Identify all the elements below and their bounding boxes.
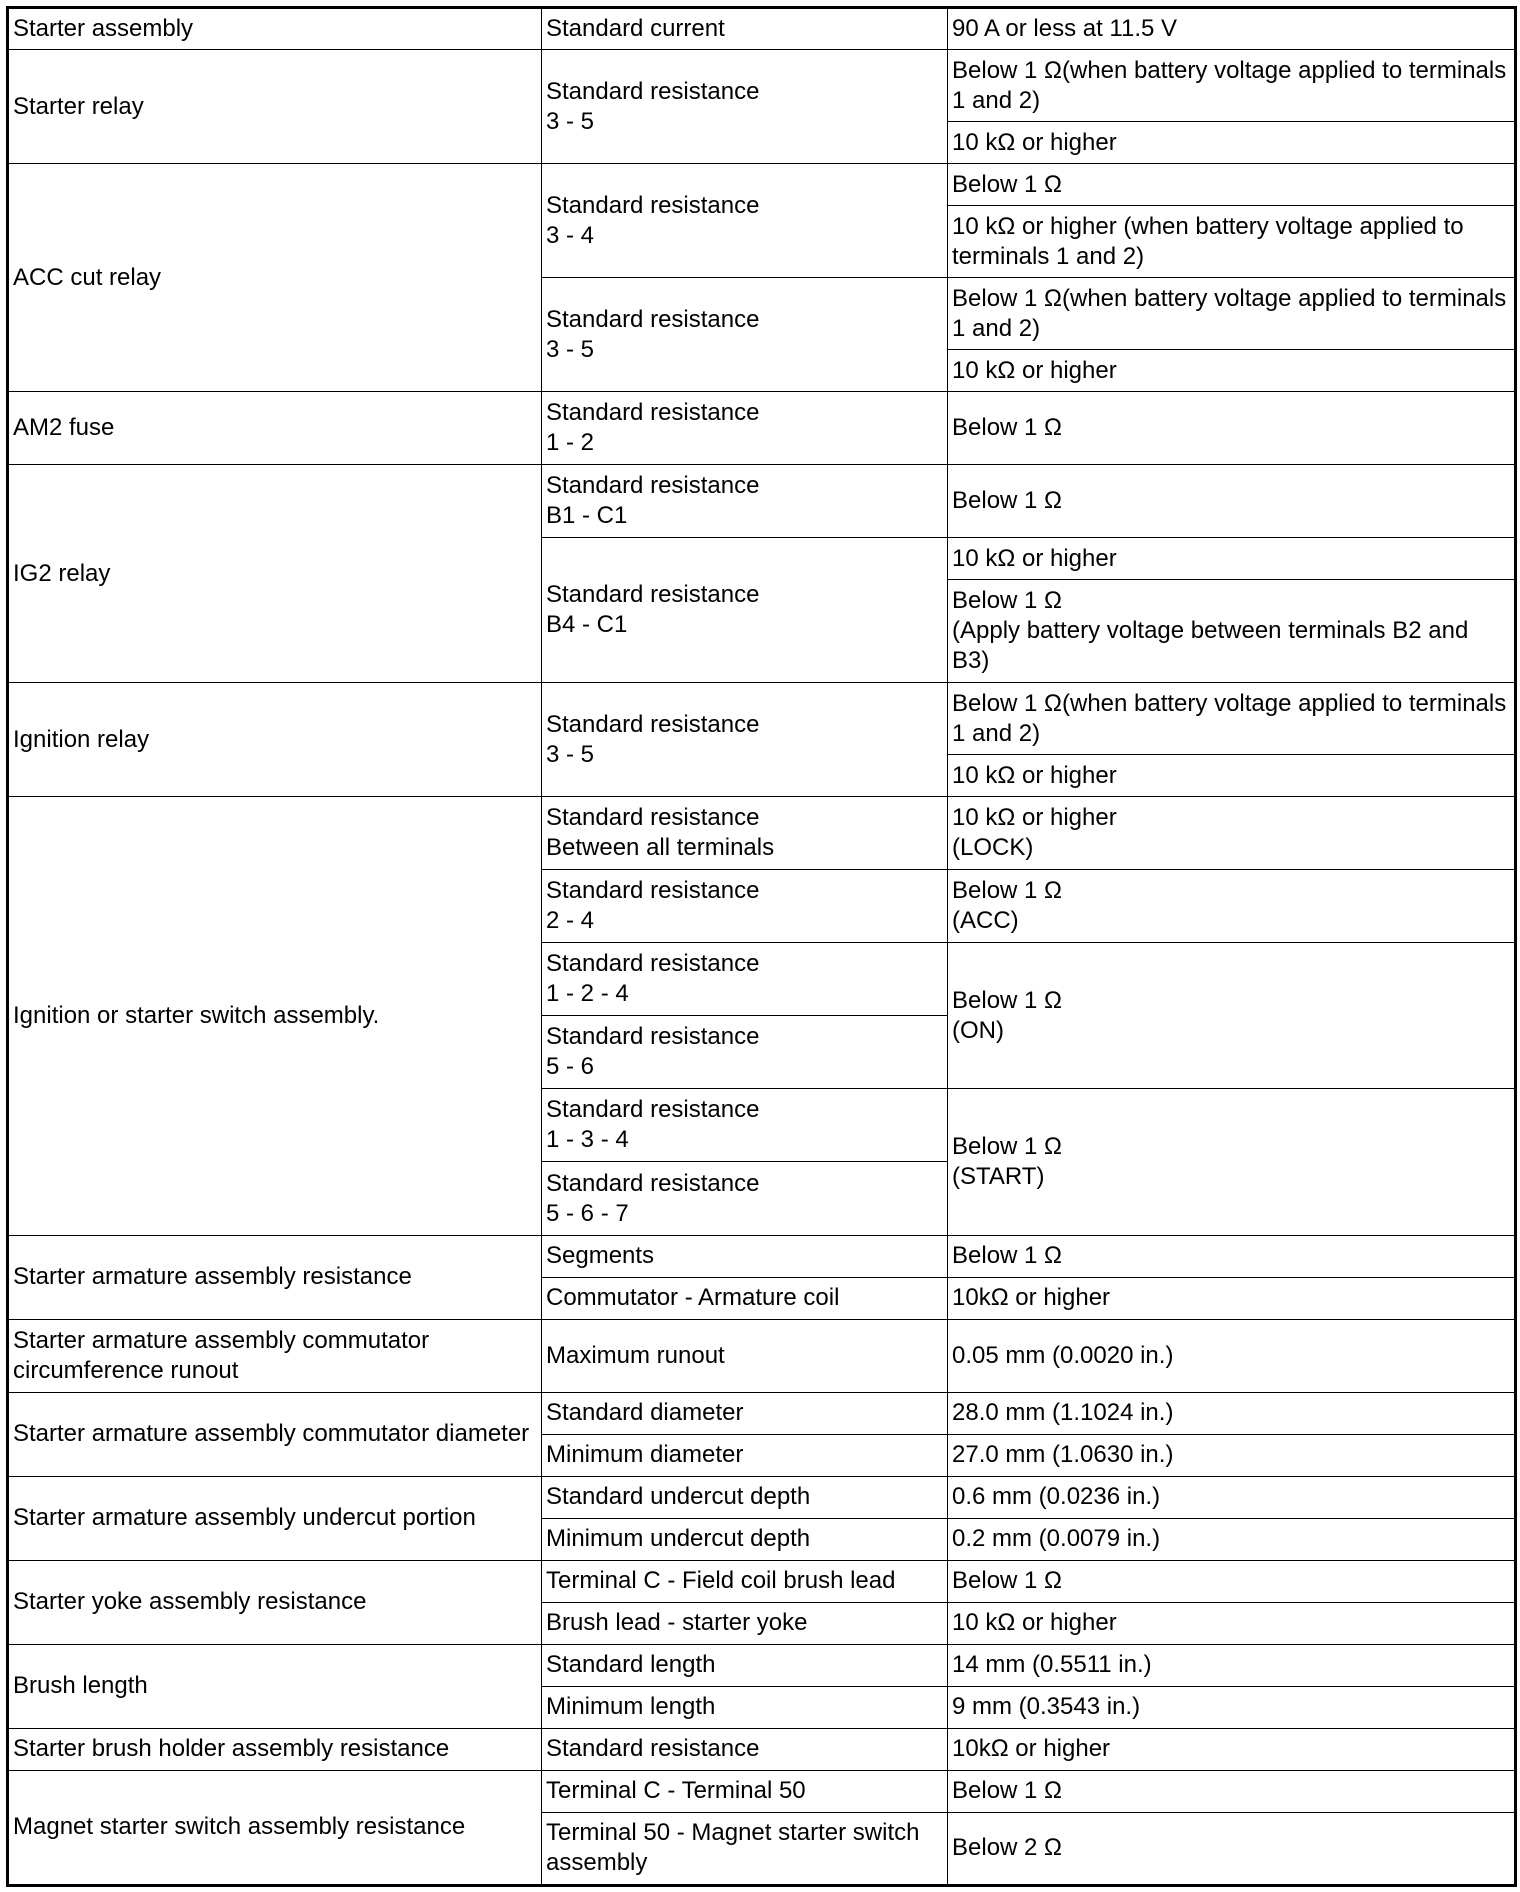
specification-cell: 0.6 mm (0.0236 in.) <box>948 1476 1516 1518</box>
component-cell: Ignition or starter switch assembly. <box>8 797 542 1235</box>
condition-cell: Standard resistance 3 - 5 <box>542 50 948 164</box>
specification-cell: Below 1 Ω <box>948 465 1516 538</box>
specification-cell: 0.05 mm (0.0020 in.) <box>948 1319 1516 1392</box>
condition-cell: Standard resistance <box>542 1728 948 1770</box>
condition-cell: Standard diameter <box>542 1392 948 1434</box>
specification-cell: Below 1 Ω <box>948 164 1516 206</box>
specification-cell: 28.0 mm (1.1024 in.) <box>948 1392 1516 1434</box>
specification-cell: Below 2 Ω <box>948 1812 1516 1885</box>
condition-cell: Commutator - Armature coil <box>542 1277 948 1319</box>
table-row <box>8 683 1516 755</box>
table-row <box>8 1476 1516 1518</box>
table-row <box>8 50 1516 122</box>
component-cell: Ignition relay <box>8 683 542 797</box>
component-cell: Magnet starter switch assembly resistance <box>8 1770 542 1885</box>
condition-cell: Standard resistance B4 - C1 <box>542 538 948 683</box>
specification-cell: 10kΩ or higher <box>948 1277 1516 1319</box>
condition-cell: Terminal C - Field coil brush lead <box>542 1560 948 1602</box>
specification-cell: Below 1 Ω(when battery voltage applied to terminals 1 and 2) <box>948 278 1516 350</box>
table-row <box>8 1560 1516 1602</box>
specification-cell: 10 kΩ or higher <box>948 755 1516 797</box>
component-cell: Starter armature assembly commutator diameter <box>8 1392 542 1476</box>
component-cell: Starter armature assembly undercut portion <box>8 1476 542 1560</box>
table-row <box>8 1235 1516 1277</box>
table-row <box>8 465 1516 538</box>
condition-cell: Standard resistance 1 - 2 <box>542 392 948 465</box>
component-cell: Starter brush holder assembly resistance <box>8 1728 542 1770</box>
component-cell: IG2 relay <box>8 465 542 683</box>
specification-cell: 10 kΩ or higher (when battery voltage applied to terminals 1 and 2) <box>948 206 1516 278</box>
specification-cell: 90 A or less at 11.5 V <box>948 8 1516 50</box>
specification-cell: 10kΩ or higher <box>948 1728 1516 1770</box>
component-cell: Starter yoke assembly resistance <box>8 1560 542 1644</box>
specification-cell: 10 kΩ or higher <box>948 122 1516 164</box>
condition-cell: Minimum length <box>542 1686 948 1728</box>
condition-cell: Standard length <box>542 1644 948 1686</box>
condition-cell: Terminal C - Terminal 50 <box>542 1770 948 1812</box>
condition-cell: Minimum diameter <box>542 1434 948 1476</box>
specification-cell: Below 1 Ω (Apply battery voltage between terminals B2 and B3) <box>948 580 1516 683</box>
specification-cell: 27.0 mm (1.0630 in.) <box>948 1434 1516 1476</box>
specification-cell: 10 kΩ or higher (LOCK) <box>948 797 1516 870</box>
component-cell: Starter relay <box>8 50 542 164</box>
condition-cell: Standard resistance 5 - 6 - 7 <box>542 1162 948 1235</box>
condition-cell: Standard resistance 2 - 4 <box>542 870 948 943</box>
table-row <box>8 392 1516 465</box>
specification-cell: Below 1 Ω <box>948 1560 1516 1602</box>
component-cell: AM2 fuse <box>8 392 542 465</box>
condition-cell: Standard resistance 5 - 6 <box>542 1016 948 1089</box>
table-row <box>8 797 1516 870</box>
specification-cell: Below 1 Ω (START) <box>948 1089 1516 1235</box>
condition-cell: Terminal 50 - Magnet starter switch assembly <box>542 1812 948 1885</box>
table-row <box>8 164 1516 206</box>
specification-cell: 10 kΩ or higher <box>948 538 1516 580</box>
table-row <box>8 1644 1516 1686</box>
table-row <box>8 1728 1516 1770</box>
specification-table <box>6 6 1517 1887</box>
condition-cell: Standard resistance B1 - C1 <box>542 465 948 538</box>
condition-cell: Segments <box>542 1235 948 1277</box>
specification-cell: 0.2 mm (0.0079 in.) <box>948 1518 1516 1560</box>
specification-cell: Below 1 Ω <box>948 1770 1516 1812</box>
specification-cell: 9 mm (0.3543 in.) <box>948 1686 1516 1728</box>
component-cell: Starter armature assembly resistance <box>8 1235 542 1319</box>
component-cell: Starter armature assembly commutator circumference runout <box>8 1319 542 1392</box>
specification-cell: 10 kΩ or higher <box>948 350 1516 392</box>
component-cell: Starter assembly <box>8 8 542 50</box>
condition-cell: Standard undercut depth <box>542 1476 948 1518</box>
table-row <box>8 1392 1516 1434</box>
specification-cell: 10 kΩ or higher <box>948 1602 1516 1644</box>
condition-cell: Brush lead - starter yoke <box>542 1602 948 1644</box>
component-cell: ACC cut relay <box>8 164 542 392</box>
condition-cell: Maximum runout <box>542 1319 948 1392</box>
specification-cell: Below 1 Ω (ACC) <box>948 870 1516 943</box>
specification-cell: Below 1 Ω <box>948 1235 1516 1277</box>
condition-cell: Standard resistance Between all terminals <box>542 797 948 870</box>
condition-cell: Standard current <box>542 8 948 50</box>
condition-cell: Standard resistance 3 - 5 <box>542 278 948 392</box>
table-row <box>8 1319 1516 1392</box>
specification-cell: Below 1 Ω(when battery voltage applied to terminals 1 and 2) <box>948 50 1516 122</box>
condition-cell: Standard resistance 3 - 5 <box>542 683 948 797</box>
component-cell: Brush length <box>8 1644 542 1728</box>
table-row <box>8 8 1516 50</box>
table-row <box>8 1770 1516 1812</box>
specification-cell: Below 1 Ω (ON) <box>948 943 1516 1089</box>
specification-cell: Below 1 Ω(when battery voltage applied to terminals 1 and 2) <box>948 683 1516 755</box>
specification-cell: 14 mm (0.5511 in.) <box>948 1644 1516 1686</box>
condition-cell: Minimum undercut depth <box>542 1518 948 1560</box>
condition-cell: Standard resistance 1 - 3 - 4 <box>542 1089 948 1162</box>
condition-cell: Standard resistance 3 - 4 <box>542 164 948 278</box>
specification-cell: Below 1 Ω <box>948 392 1516 465</box>
condition-cell: Standard resistance 1 - 2 - 4 <box>542 943 948 1016</box>
